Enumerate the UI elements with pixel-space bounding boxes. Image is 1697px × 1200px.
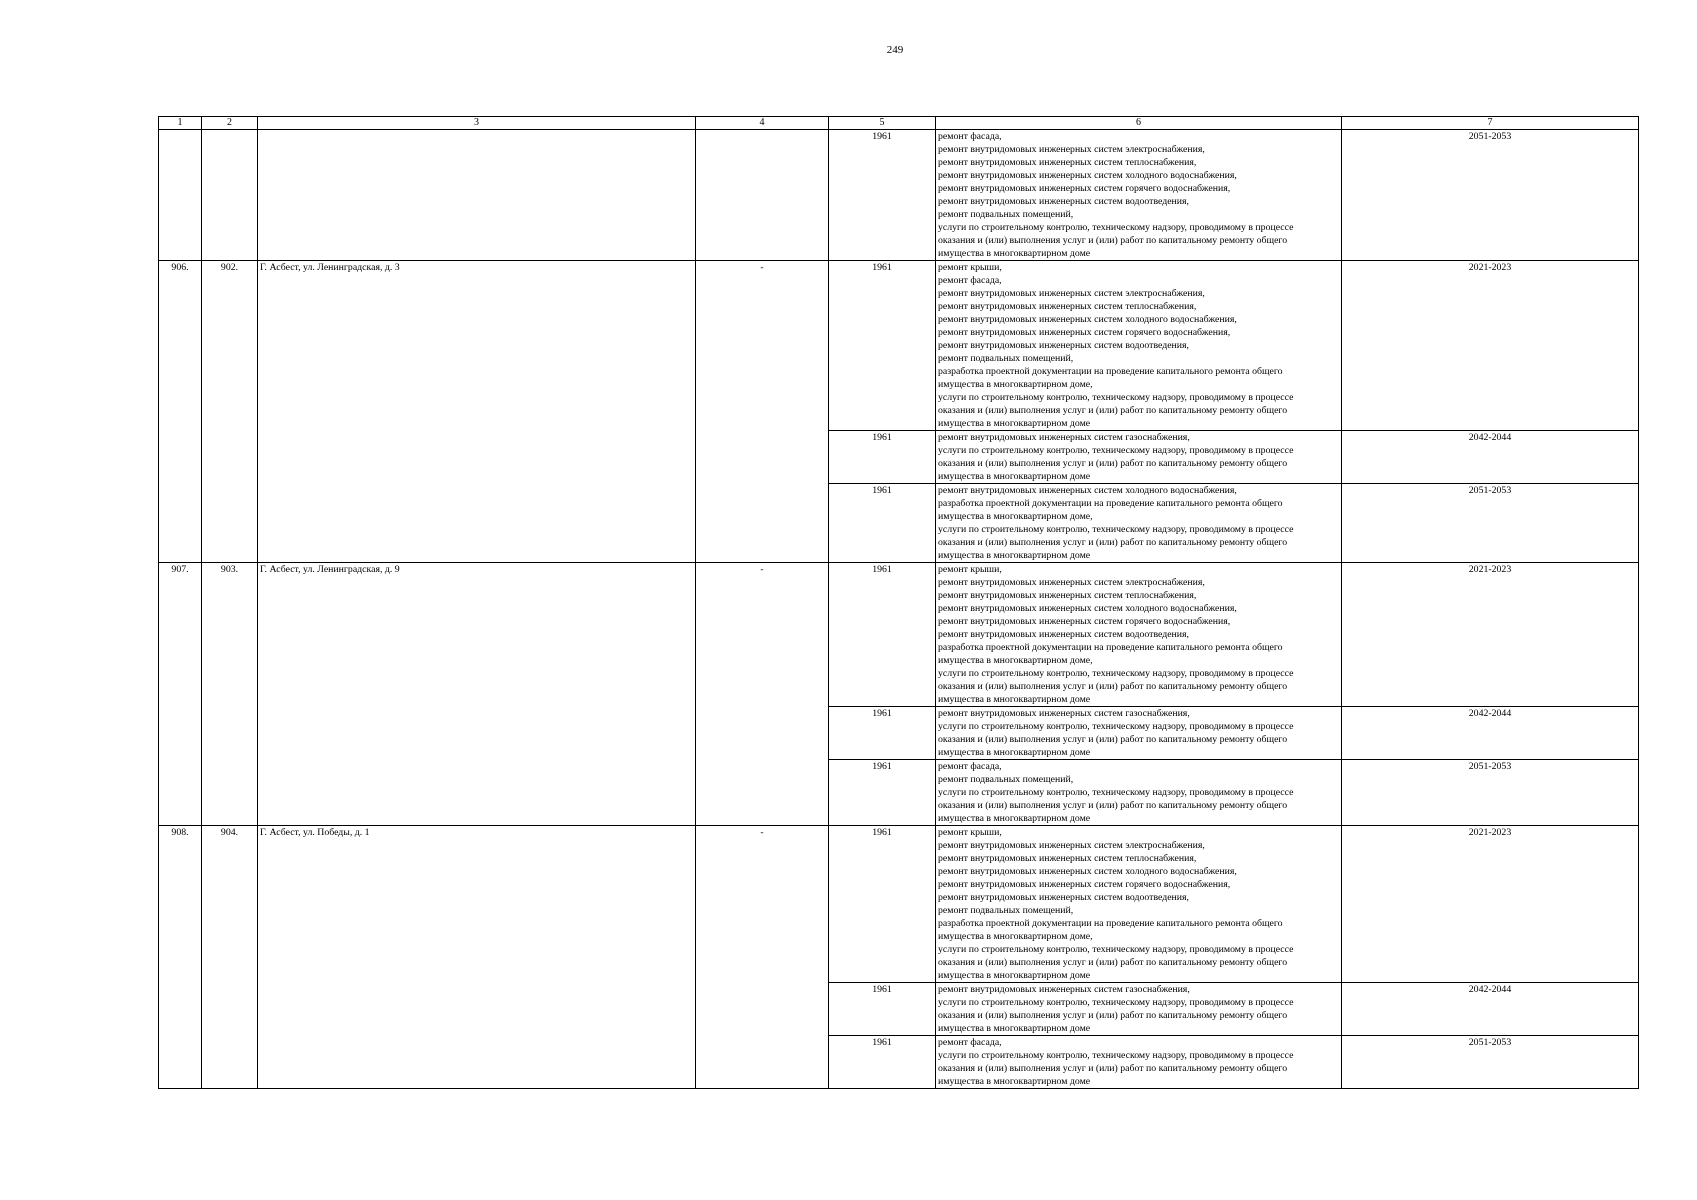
repair-work-item: оказания и (или) выполнения услуг и (или) работ по капитальному ремонту общего [938, 734, 1288, 745]
header-col-5: 5 [829, 117, 936, 130]
house-address: Г. Асбест, ул. Ленинградская, д. 3 [258, 261, 696, 563]
column-4-value: - [696, 563, 829, 826]
commission-year: 1961 [829, 983, 936, 1036]
repair-work-item: имущества в многоквартирном доме [938, 418, 1091, 429]
house-number: 904. [202, 826, 258, 1089]
repair-work-item: разработка проектной документации на проведение капитального ремонта общего [938, 642, 1283, 653]
header-col-1: 1 [159, 117, 202, 130]
header-col-2: 2 [202, 117, 258, 130]
repair-work-item: услуги по строительному контролю, техническому надзору, проводимому в процессе [938, 445, 1294, 456]
repair-works [936, 826, 1342, 983]
repair-work-item: ремонт внутридомовых инженерных систем горячего водоснабжения, [938, 183, 1231, 194]
repair-work-item: имущества в многоквартирном доме [938, 1023, 1091, 1034]
row-number: 907. [159, 563, 202, 826]
repair-works [936, 563, 1342, 707]
repair-works [936, 707, 1342, 760]
repair-work-item: имущества в многоквартирном доме [938, 813, 1091, 824]
repair-work-item: имущества в многоквартирном доме, [938, 511, 1093, 522]
repair-work-item: ремонт крыши, [938, 564, 1002, 575]
repair-work-item: ремонт фасада, [938, 275, 1002, 286]
repair-work-item: услуги по строительному контролю, техническому надзору, проводимому в процессе [938, 222, 1294, 233]
repair-work-item: ремонт подвальных помещений, [938, 209, 1074, 220]
repair-work-item: ремонт крыши, [938, 262, 1002, 273]
repair-work-item: ремонт фасада, [938, 1037, 1002, 1048]
repair-period: 2051-2053 [1342, 130, 1639, 261]
commission-year: 1961 [829, 707, 936, 760]
column-4-value: - [696, 826, 829, 1089]
repair-work-item: ремонт внутридомовых инженерных систем водоотведения, [938, 196, 1190, 207]
commission-year: 1961 [829, 826, 936, 983]
house-address: Г. Асбест, ул. Победы, д. 1 [258, 826, 696, 1089]
repair-work-item: оказания и (или) выполнения услуг и (или) работ по капитальному ремонту общего [938, 1063, 1288, 1074]
repair-work-item: ремонт внутридомовых инженерных систем холодного водоснабжения, [938, 314, 1237, 325]
repair-work-item: имущества в многоквартирном доме, [938, 931, 1093, 942]
repair-work-item: имущества в многоквартирном доме [938, 694, 1091, 705]
repair-period: 2042-2044 [1342, 983, 1639, 1036]
repair-works [936, 1036, 1342, 1089]
repair-period: 2021-2023 [1342, 826, 1639, 983]
repair-works [936, 261, 1342, 431]
house-number: 902. [202, 261, 258, 563]
repair-work-item: услуги по строительному контролю, техническому надзору, проводимому в процессе [938, 1050, 1294, 1061]
repair-work-item: услуги по строительному контролю, техническому надзору, проводимому в процессе [938, 721, 1294, 732]
repair-work-item: имущества в многоквартирном доме [938, 1076, 1091, 1087]
repair-period: 2042-2044 [1342, 707, 1639, 760]
repair-period: 2021-2023 [1342, 563, 1639, 707]
repair-work-item: ремонт внутридомовых инженерных систем теплоснабжения, [938, 157, 1197, 168]
repair-work-item: имущества в многоквартирном доме, [938, 655, 1093, 666]
header-col-6: 6 [936, 117, 1342, 130]
table-body [159, 130, 1639, 1089]
repair-work-item: ремонт внутридомовых инженерных систем холодного водоснабжения, [938, 866, 1237, 877]
repair-period: 2021-2023 [1342, 261, 1639, 431]
repair-work-item: ремонт подвальных помещений, [938, 905, 1074, 916]
repair-work-item: имущества в многоквартирном доме [938, 747, 1091, 758]
column-4-value: - [696, 261, 829, 563]
repair-work-item: ремонт внутридомовых инженерных систем водоотведения, [938, 629, 1190, 640]
repair-work-item: ремонт внутридомовых инженерных систем электроснабжения, [938, 840, 1205, 851]
commission-year: 1961 [829, 563, 936, 707]
repair-work-item: услуги по строительному контролю, техническому надзору, проводимому в процессе [938, 997, 1294, 1008]
repair-work-item: ремонт подвальных помещений, [938, 353, 1074, 364]
repair-work-item: услуги по строительному контролю, техническому надзору, проводимому в процессе [938, 392, 1294, 403]
repair-work-item: ремонт внутридомовых инженерных систем горячего водоснабжения, [938, 616, 1231, 627]
repair-work-item: ремонт фасада, [938, 761, 1002, 772]
house-number: 903. [202, 563, 258, 826]
commission-year: 1961 [829, 1036, 936, 1089]
commission-year: 1961 [829, 431, 936, 484]
repair-work-item: ремонт внутридомовых инженерных систем газоснабжения, [938, 984, 1190, 995]
repair-work-item: ремонт внутридомовых инженерных систем электроснабжения, [938, 288, 1205, 299]
repair-work-item: оказания и (или) выполнения услуг и (или) работ по капитальному ремонту общего [938, 537, 1288, 548]
repair-works [936, 760, 1342, 826]
commission-year: 1961 [829, 484, 936, 563]
column-4-value [696, 130, 829, 261]
repair-work-item: услуги по строительному контролю, техническому надзору, проводимому в процессе [938, 944, 1294, 955]
column-number-row [159, 117, 1639, 130]
repair-work-item: ремонт внутридомовых инженерных систем электроснабжения, [938, 577, 1205, 588]
repair-period: 2051-2053 [1342, 484, 1639, 563]
repair-work-item: имущества в многоквартирном доме [938, 471, 1091, 482]
commission-year: 1961 [829, 130, 936, 261]
repair-work-item: ремонт внутридомовых инженерных систем газоснабжения, [938, 432, 1190, 443]
repair-work-item: ремонт внутридомовых инженерных систем теплоснабжения, [938, 853, 1197, 864]
repair-work-item: услуги по строительному контролю, техническому надзору, проводимому в процессе [938, 524, 1294, 535]
page-number: 249 [886, 44, 904, 56]
repair-work-item: услуги по строительному контролю, техническому надзору, проводимому в процессе [938, 668, 1294, 679]
repair-work-item: оказания и (или) выполнения услуг и (или) работ по капитальному ремонту общего [938, 235, 1288, 246]
repair-work-item: имущества в многоквартирном доме [938, 970, 1091, 981]
house-address [258, 130, 696, 261]
repair-work-item: имущества в многоквартирном доме [938, 248, 1091, 259]
repair-period: 2051-2053 [1342, 1036, 1639, 1089]
commission-year: 1961 [829, 261, 936, 431]
repair-work-item: ремонт крыши, [938, 827, 1002, 838]
repair-work-item: ремонт внутридомовых инженерных систем водоотведения, [938, 892, 1190, 903]
repair-work-item: ремонт внутридомовых инженерных систем холодного водоснабжения, [938, 485, 1237, 496]
header-col-7: 7 [1342, 117, 1639, 130]
repair-work-item: разработка проектной документации на проведение капитального ремонта общего [938, 918, 1283, 929]
repair-work-item: ремонт внутридомовых инженерных систем холодного водоснабжения, [938, 170, 1237, 181]
repair-work-item: ремонт внутридомовых инженерных систем газоснабжения, [938, 708, 1190, 719]
table-row [159, 826, 1639, 983]
repair-work-item: ремонт внутридомовых инженерных систем горячего водоснабжения, [938, 879, 1231, 890]
repair-work-item: ремонт внутридомовых инженерных систем горячего водоснабжения, [938, 327, 1231, 338]
commission-year: 1961 [829, 760, 936, 826]
row-number [159, 130, 202, 261]
repair-work-item: ремонт внутридомовых инженерных систем теплоснабжения, [938, 590, 1197, 601]
repair-work-item: имущества в многоквартирном доме [938, 550, 1091, 561]
repair-work-item: разработка проектной документации на проведение капитального ремонта общего [938, 366, 1283, 377]
repair-work-item: оказания и (или) выполнения услуг и (или) работ по капитальному ремонту общего [938, 405, 1288, 416]
header-col-4: 4 [696, 117, 829, 130]
repair-work-item: ремонт подвальных помещений, [938, 774, 1074, 785]
repair-work-item: ремонт фасада, [938, 131, 1002, 142]
table-row [159, 261, 1639, 431]
house-address: Г. Асбест, ул. Ленинградская, д. 9 [258, 563, 696, 826]
repair-work-item: имущества в многоквартирном доме, [938, 379, 1093, 390]
repair-work-item: услуги по строительному контролю, техническому надзору, проводимому в процессе [938, 787, 1294, 798]
header-col-3: 3 [258, 117, 696, 130]
capital-repair-table [158, 116, 1639, 1089]
repair-works [936, 484, 1342, 563]
repair-period: 2051-2053 [1342, 760, 1639, 826]
repair-work-item: ремонт внутридомовых инженерных систем водоотведения, [938, 340, 1190, 351]
repair-work-item: ремонт внутридомовых инженерных систем теплоснабжения, [938, 301, 1197, 312]
table-row [159, 130, 1639, 261]
row-number: 906. [159, 261, 202, 563]
repair-work-item: оказания и (или) выполнения услуг и (или) работ по капитальному ремонту общего [938, 458, 1288, 469]
repair-work-item: оказания и (или) выполнения услуг и (или) работ по капитальному ремонту общего [938, 681, 1288, 692]
row-number: 908. [159, 826, 202, 1089]
repair-works [936, 130, 1342, 261]
repair-work-item: оказания и (или) выполнения услуг и (или) работ по капитальному ремонту общего [938, 800, 1288, 811]
repair-work-item: ремонт внутридомовых инженерных систем электроснабжения, [938, 144, 1205, 155]
repair-work-item: ремонт внутридомовых инженерных систем холодного водоснабжения, [938, 603, 1237, 614]
repair-works [936, 983, 1342, 1036]
repair-work-item: оказания и (или) выполнения услуг и (или) работ по капитальному ремонту общего [938, 957, 1288, 968]
repair-works [936, 431, 1342, 484]
repair-work-item: оказания и (или) выполнения услуг и (или) работ по капитальному ремонту общего [938, 1010, 1288, 1021]
repair-work-item: разработка проектной документации на проведение капитального ремонта общего [938, 498, 1283, 509]
house-number [202, 130, 258, 261]
table-row [159, 563, 1639, 707]
repair-period: 2042-2044 [1342, 431, 1639, 484]
